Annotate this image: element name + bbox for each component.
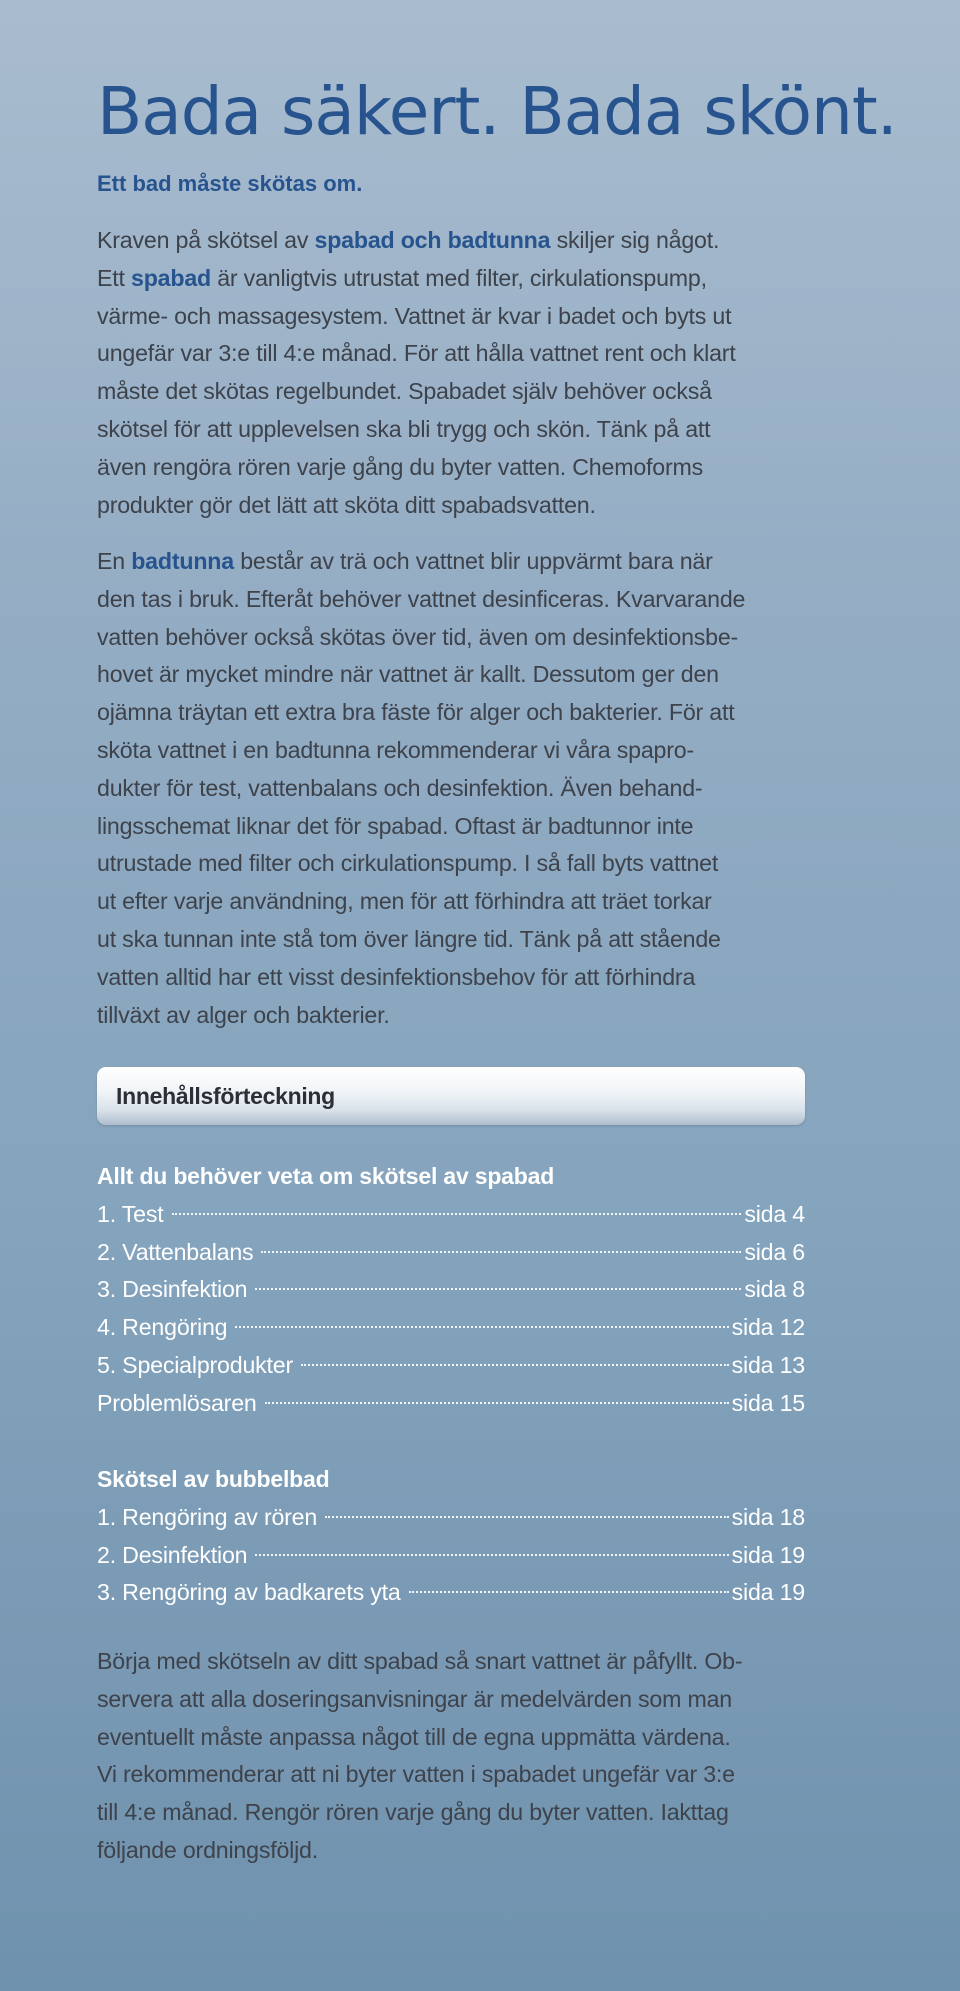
text-line: tillväxt av alger och bakterier. (97, 1001, 390, 1028)
text-line: måste det skötas regelbundet. Spabadet själv behöver också (97, 378, 712, 405)
toc-entry[interactable] (97, 1499, 805, 1537)
text-line: den tas i bruk. Efteråt behöver vattnet desinficeras. Kvarvarande (97, 585, 746, 612)
text-line: produkter gör det lätt att sköta ditt spabadsvatten. (97, 491, 596, 518)
toc-entry-page: sida 4 (744, 1200, 805, 1227)
page-title: Bada säkert. Bada skönt. (97, 73, 897, 150)
toc-entry[interactable] (97, 1309, 805, 1347)
toc-entry-page: sida 8 (744, 1276, 805, 1303)
text-line: ut efter varje användning, men för att förhindra att träet torkar (97, 888, 712, 915)
toc-entry-label: 1. Rengöring av rören (97, 1503, 318, 1530)
text-line: Kraven på skötsel av spabad och badtunna skiljer sig något. (97, 227, 720, 253)
text-line: vatten behöver också skötas över tid, även om desinfektionsbe- (97, 623, 739, 650)
toc-entry-label: 3. Desinfektion (97, 1276, 248, 1303)
toc-section-bubbelbad (97, 1461, 805, 1612)
toc-entry[interactable] (97, 1347, 805, 1385)
text-line: skötsel för att upplevelsen ska bli trygg och skön. Tänk på att (97, 415, 711, 442)
text-line: dukter för test, vattenbalans och desinfektion. Även behand- (97, 774, 703, 801)
toc-entry-page: sida 6 (744, 1238, 805, 1265)
text-line: hovet är mycket mindre när vattnet är kallt. Dessutom ger den (97, 661, 719, 688)
toc-entry-page: sida 18 (731, 1503, 805, 1530)
toc-entry-label: 5. Specialprodukter (97, 1351, 293, 1378)
toc-entry[interactable] (97, 1271, 805, 1309)
dot-leader (255, 1288, 741, 1290)
text-line: ojämna träytan ett extra bra fäste för alger och bakterier. För att (97, 699, 735, 726)
text-line: utrustade med filter och cirkulationspump. I så fall byts vattnet (97, 850, 719, 877)
text-line: ungefär var 3:e till 4:e månad. För att hålla vattnet rent och klart (97, 340, 736, 367)
toc-entry-label: 3. Rengöring av badkarets yta (97, 1579, 401, 1606)
toc-entry-page: sida 13 (731, 1351, 805, 1378)
toc-section-spabad (97, 1158, 805, 1423)
toc-entry-page: sida 19 (731, 1579, 805, 1606)
toc-banner-title: Innehållsförteckning (116, 1083, 335, 1109)
toc-entry-label: 4. Rengöring (97, 1314, 228, 1341)
text-line: följande ordningsföljd. (97, 1836, 318, 1863)
text-line: Vi rekommenderar att ni byter vatten i spabadet ungefär var 3:e (97, 1761, 735, 1788)
toc-entry-page: sida 15 (731, 1389, 805, 1416)
highlight-term: badtunna (131, 548, 234, 574)
toc-entry-label: 1. Test (97, 1200, 164, 1227)
badtunna-paragraph (97, 543, 805, 1034)
text-line: sköta vattnet i en badtunna rekommenderar vi våra spapro- (97, 736, 694, 763)
toc-entry-label: 2. Vattenbalans (97, 1238, 254, 1265)
text-line: till 4:e månad. Rengör rören varje gång du byter vatten. Iakttag (97, 1799, 729, 1826)
dot-leader (325, 1516, 729, 1518)
toc-entry-label: Problemlösaren (97, 1389, 257, 1416)
toc-section-heading: Skötsel av bubbelbad (97, 1466, 330, 1492)
dot-leader (255, 1554, 728, 1556)
text-line: värme- och massagesystem. Vattnet är kvar i badet och byts ut (97, 302, 732, 329)
dot-leader (235, 1326, 728, 1328)
toc-entry-page: sida 19 (731, 1541, 805, 1568)
text-line: Börja med skötseln av ditt spabad så snart vattnet är påfyllt. Ob- (97, 1648, 743, 1674)
text-line: Ett spabad är vanligtvis utrustat med filter, cirkulationspump, (97, 264, 707, 291)
text-line: En badtunna består av trä och vattnet blir uppvärmt bara när (97, 548, 713, 574)
text-line: ut ska tunnan inte stå tom över längre tid. Tänk på att stående (97, 925, 721, 952)
dot-leader (265, 1402, 729, 1404)
toc-entry[interactable] (97, 1234, 805, 1272)
toc-section-heading: Allt du behöver veta om skötsel av spabad (97, 1163, 555, 1189)
page-subtitle: Ett bad måste skötas om. (97, 171, 363, 196)
toc-entry[interactable] (97, 1385, 805, 1423)
toc-entry[interactable] (97, 1196, 805, 1234)
toc-entry-label: 2. Desinfektion (97, 1541, 248, 1568)
highlight-term: spabad och badtunna (314, 227, 551, 253)
text-line: vatten alltid har ett visst desinfektionsbehov för att förhindra (97, 963, 696, 990)
toc-entry-page: sida 12 (731, 1314, 805, 1341)
dot-leader (261, 1251, 741, 1253)
text-line: även rengöra rören varje gång du byter vatten. Chemoforms (97, 453, 703, 480)
text-line: servera att alla doseringsanvisningar är medelvärden som man (97, 1685, 732, 1712)
dot-leader (409, 1591, 729, 1593)
toc-banner (97, 1067, 805, 1125)
outro-paragraph (97, 1643, 805, 1870)
dot-leader (301, 1364, 729, 1366)
text-line: lingsschemat liknar det för spabad. Oftast är badtunnor inte (97, 812, 694, 839)
toc-entry[interactable] (97, 1574, 805, 1612)
intro-paragraph (97, 222, 805, 524)
dot-leader (172, 1213, 742, 1215)
text-line: eventuellt måste anpassa något till de egna uppmätta värdena. (97, 1723, 731, 1750)
highlight-term: spabad (131, 264, 211, 291)
toc-entry[interactable] (97, 1537, 805, 1575)
